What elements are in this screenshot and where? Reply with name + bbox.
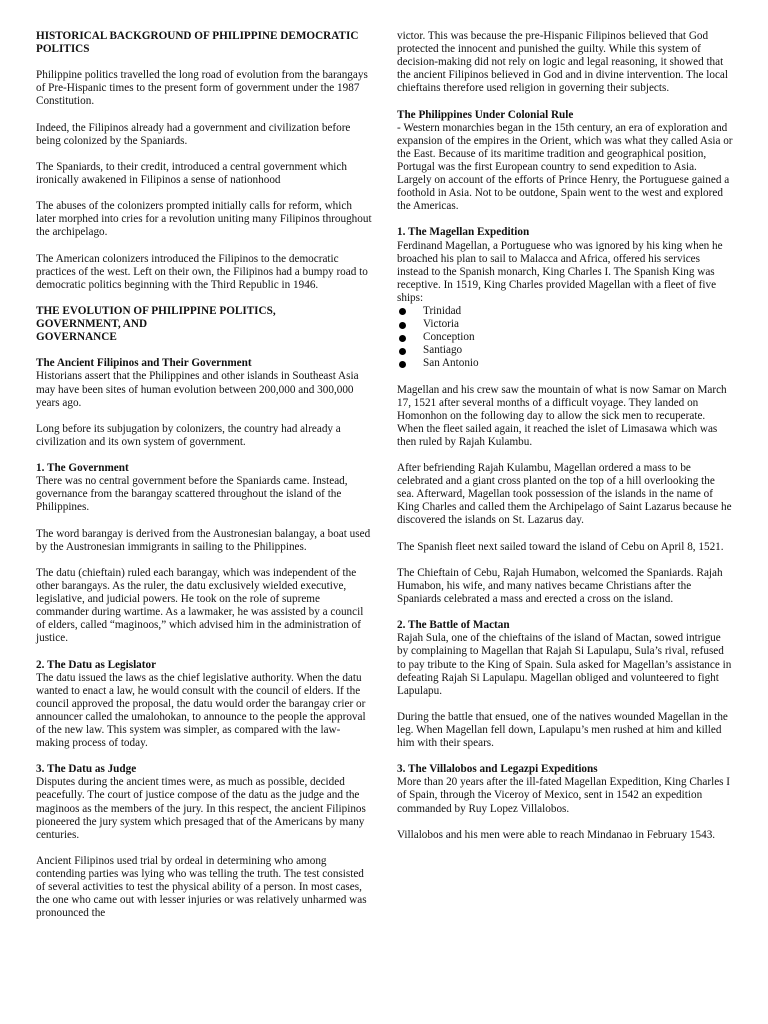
- section-title-line: GOVERNMENT, AND: [36, 318, 148, 331]
- paragraph: The datu issued the laws as the chief legislative authority. When the datu wanted to enact a law, he would consult with the council of elders. If the council approved the proposal, the datu would order the barangay crier or announcer called the umalohokan, to announce to the people the approval of the new law. This system was simpler, as compared with the law-making process of today.: [36, 671, 366, 750]
- subheading-government: 1. The Government: [36, 462, 129, 475]
- paragraph: The Chieftain of Cebu, Rajah Humabon, welcomed the Spaniards. Rajah Humabon, his wife, and many natives became Christians after the Spaniards celebrated a mass and erected a cross on the island.: [397, 566, 723, 606]
- subheading-datu-judge: 3. The Datu as Judge: [36, 763, 137, 776]
- left-column: [36, 30, 372, 920]
- subheading-battle-of-mactan: 2. The Battle of Mactan: [397, 619, 510, 632]
- subheading-ancient-filipinos: The Ancient Filipinos and Their Government: [36, 357, 252, 370]
- list-item: San Antonio: [397, 357, 733, 370]
- subheading-colonial-rule: The Philippines Under Colonial Rule: [397, 108, 574, 121]
- paragraph: Long before its subjugation by colonizers, the country had already a civilization and its own system of government.: [36, 422, 341, 448]
- paragraph: The American colonizers introduced the Filipinos to the democratic practices of the west. Left on their own, the Filipinos had a bumpy road to democratic politics beginning with the Third Republic in 1946.: [36, 252, 368, 291]
- list-item: Conception: [397, 331, 733, 344]
- paragraph: After befriending Rajah Kulambu, Magellan ordered a mass to be celebrated and a giant cross planted on the top of a hill overlooking the sea. Afterward, Magellan took possession of the islands in the name of King Charles and called them the Archipelago of Saint Lazarus because he discovered the islands on St. Lazarus day.: [397, 462, 732, 527]
- paragraph: The Spaniards, to their credit, introduced a central government which ironically awakened in Filipinos a sense of nationhood: [36, 160, 347, 187]
- list-item: Trinidad: [397, 305, 733, 318]
- intro-paragraph: Philippine politics travelled the long road of evolution from the barangays of Pre-Hispanic times to the present form of government under the 1987 Constitution.: [36, 69, 368, 108]
- paragraph: There was no central government before the Spaniards came. Instead, governance from the barangay scattered throughout the island of the Philippines.: [36, 475, 348, 514]
- right-column: [397, 30, 733, 842]
- paragraph: Indeed, the Filipinos already had a government and civilization before being colonized by the Spaniards.: [36, 121, 351, 147]
- subheading-villalobos-legazpi: 3. The Villalobos and Legazpi Expeditions: [397, 763, 598, 776]
- paragraph: The Spanish fleet next sailed toward the island of Cebu on April 8, 1521.: [397, 540, 724, 553]
- paragraph: Disputes during the ancient times were, as much as possible, decided peacefully. The court of justice compose of the datu as the judge and the maginoos as the members of the jury. In this respect, the ancient Filipinos pioneered the jury system which presaged that of the Americans by many centuries.: [36, 776, 366, 841]
- paragraph: victor. This was because the pre-Hispanic Filipinos believed that God protected the innocent and punished the guilty. While this system of decision-making did not rely on logic and legal reasoning, it showed that the ancient Filipinos believed in God and in divine intervention. The local chieftains therefore used religion in governing their subjects.: [397, 30, 728, 95]
- paragraph: Ancient Filipinos used trial by ordeal in determining who among contending parties was lying who was telling the truth. The test consisted of several activities to test the physical ability of a person. In most cases, the one who came out with lesser injuries or was relatively unharmed was pronounced the: [36, 854, 367, 920]
- paragraph: The word barangay is derived from the Austronesian balangay, a boat used by the Austronesian immigrants in sailing to the Philippines.: [36, 527, 371, 553]
- subheading-datu-legislator: 2. The Datu as Legislator: [36, 658, 157, 671]
- list-item: Victoria: [397, 318, 733, 331]
- paragraph: The abuses of the colonizers prompted initially calls for reform, which later morphed into cries for a revolution uniting many Filipinos throughout the archipelago.: [36, 200, 372, 239]
- section-title-line: THE EVOLUTION OF PHILIPPINE POLITICS,: [36, 304, 276, 317]
- ships-list: [397, 305, 733, 370]
- subheading-magellan-expedition: 1. The Magellan Expedition: [397, 226, 530, 239]
- section-title: [36, 305, 372, 344]
- paragraph: - Western monarchies began in the 15th century, an era of exploration and expansion of the empires in the Orient, which was what they called Asia or the East. Because of its maritime tradition and geographical position, Portugal was the first European country to send expedition to Asia. Largely on account of the efforts of Prince Henry, the Portuguese gained a foothold in Asia. Not to be outdone, Spain went to the west and explored the Americas.: [397, 121, 733, 213]
- paragraph: Historians assert that the Philippines and other islands in Southeast Asia may have been sites of human evolution between 200,000 and 300,000 years ago.: [36, 370, 359, 409]
- paragraph: Rajah Sula, one of the chieftains of the island of Mactan, sowed intrigue by complaining to Magellan that Rajah Si Lapulapu, Sula’s rival, refused to pay tribute to the King of Spain. Sula asked for Magellan’s assistance in defeating Rajah Si Lapulapu. Magellan obliged and volunteered to fight Lapulapu.: [397, 632, 732, 697]
- paragraph: Ferdinand Magellan, a Portuguese who was ignored by his king when he broached his plan to sail to Malacca and Africa, offered his services instead to the Spanish monarch, King Charles I. The Spanish King was receptive. In 1519, King Charles provided Magellan with a fleet of five ships:: [397, 239, 723, 304]
- section-title-line: GOVERNANCE: [36, 331, 117, 344]
- paragraph: Villalobos and his men were able to reach Mindanao in February 1543.: [397, 828, 716, 841]
- paragraph: The datu (chieftain) ruled each barangay, which was independent of the other barangays. As the ruler, the datu exclusively wielded executive, legislative, and judicial powers. He took on the role of supreme commander during wartime. As a lawmaker, he was assisted by a council of elders, called “maginoos,” which advised him in the administration of justice.: [36, 566, 364, 645]
- paragraph: Magellan and his crew saw the mountain of what is now Samar on March 17, 1521 after several months of a difficult voyage. They landed on Homonhon on the following day to allow the sick men to recuperate. When the fleet sailed again, it reached the islet of Limasawa which was then ruled by Rajah Kulambu.: [397, 383, 727, 448]
- list-item: Santiago: [397, 344, 733, 357]
- paragraph: More than 20 years after the ill-fated Magellan Expedition, King Charles I of Spain, through the Viceroy of Mexico, sent in 1542 an expedition commanded by Ruy Lopez Villalobos.: [397, 776, 731, 815]
- paragraph: During the battle that ensued, one of the natives wounded Magellan in the leg. When Magellan fell down, Lapulapu’s men rushed at him and killed him with their spears.: [397, 710, 728, 750]
- document-title: HISTORICAL BACKGROUND OF PHILIPPINE DEMOCRATIC POLITICS: [36, 30, 359, 56]
